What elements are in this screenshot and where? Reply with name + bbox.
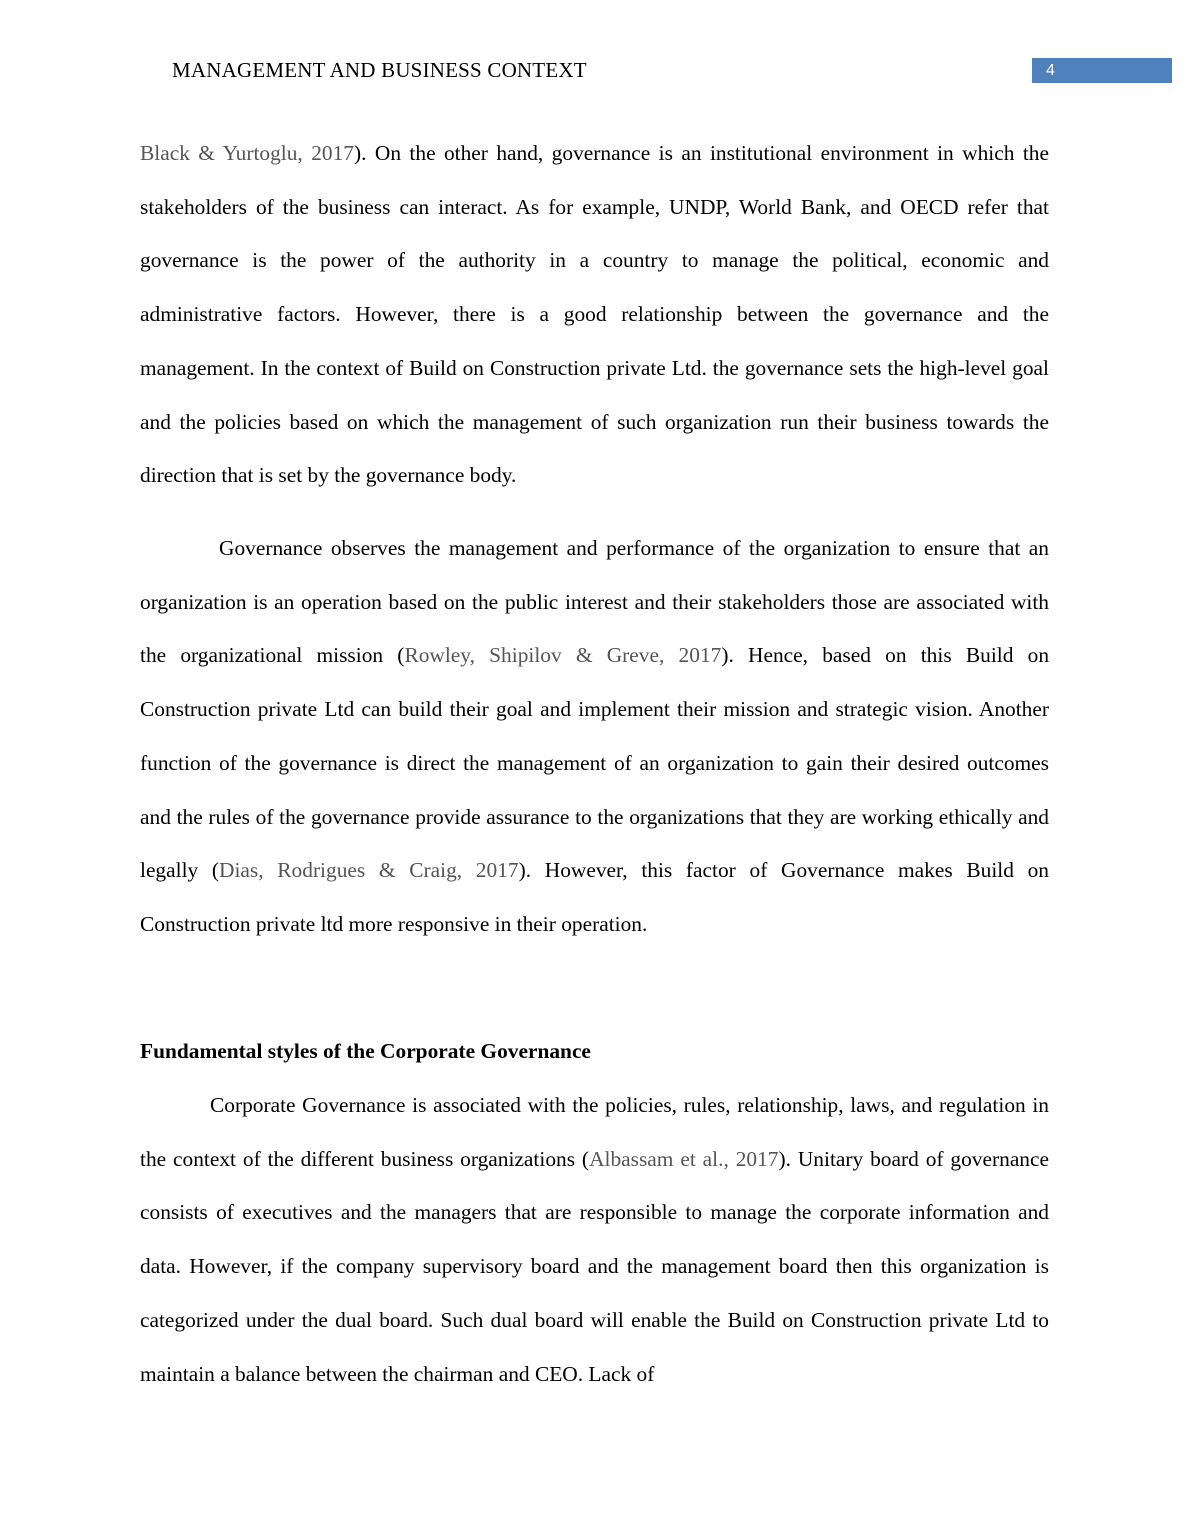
paragraph-2-text-c: ). However, this factor of Governance makes Build on Construction private ltd more responsive in their operation. <box>140 858 1050 936</box>
page-number: 4 <box>1032 58 1172 83</box>
running-head: MANAGEMENT AND BUSINESS CONTEXT <box>172 58 587 82</box>
paragraph-2-text-a: Governance observes the management and performance of the organization to ensure that an organization is an operation based on the public interest and their stakeholders those are associated with the organizational mission ( <box>140 536 1049 668</box>
citation-black-yurtoglu: Black & Yurtoglu, 2017 <box>140 141 354 165</box>
paragraph-3 <box>140 1079 1049 1401</box>
paragraph-2 <box>140 522 1049 952</box>
citation-albassam: Albassam et al., 2017 <box>589 1146 779 1171</box>
paragraph-1-text: ). On the other hand, governance is an institutional environment in which the stakeholders of the business can interact. As for example, UNDP, World Bank, and OECD refer that governance is the power of the authority in a country to manage the political, economic and administrative factors. However, there is a good relationship between the governance and the management. In the context of Build on Construction private Ltd. the governance sets the high-level goal and the policies based on which the management of such organization run their business towards the direction that is set by the governance body. <box>140 141 1049 488</box>
paragraph-2-text-b: ). Hence, based on this Build on Construction private Ltd can build their goal and implement their mission and strategic vision. Another function of the governance is direct the management of an organization to gain their desired outcomes and the rules of the governance provide assurance to the organizations that they are working ethically and legally ( <box>140 643 1050 883</box>
section-heading-block <box>140 1025 1049 1079</box>
paragraph-3-text-b: ). Unitary board of governance consists of executives and the managers that are responsible to manage the corporate information and data. However, if the company supervisory board and the management board then this organization is categorized under the dual board. Such dual board will enable the Build on Construction private Ltd to maintain a balance between the chairman and CEO. Lack of <box>140 1146 1049 1386</box>
citation-dias: Dias, Rodrigues & Craig, 2017 <box>219 858 519 883</box>
paragraph-3-text-a: Corporate Governance is associated with the policies, rules, relationship, laws, and regulation in the context of the different business organizations ( <box>140 1093 1049 1171</box>
paragraph-1 <box>140 127 1049 503</box>
citation-rowley: Rowley, Shipilov & Greve, 2017 <box>404 643 722 668</box>
section-heading: Fundamental styles of the Corporate Governance <box>140 1039 591 1063</box>
